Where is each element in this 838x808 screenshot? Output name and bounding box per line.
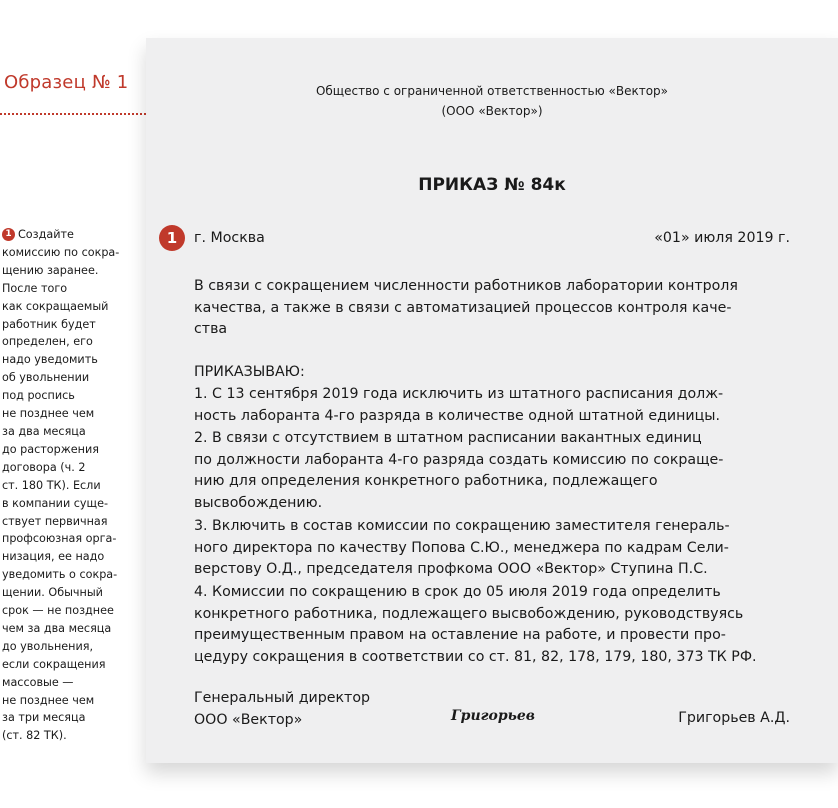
signature: Григорьев (451, 708, 535, 724)
order-title: ПРИКАЗ № 84к (418, 175, 566, 195)
order-item-4: 4. Комиссии по сокращению в срок до 05 июля 2019 года определить конкретного работника, подлежащего высвобождению, руководствуясь преимущественным правом на оставление на работе, и провести про- цедуру сокращения в соответствии со ст. 81, 82, 178, 179, 180, 373 ТК РФ. (194, 584, 757, 665)
sample-title: Образец № 1 (4, 72, 129, 93)
note-number-badge: 1 (2, 228, 15, 241)
city: г. Москва (194, 230, 265, 246)
order-item-1: 1. С 13 сентября 2019 года исключить из штатного расписания долж- ность лаборанта 4-го разряда в количестве одной штатной единицы. (194, 386, 724, 424)
signer-position: Генеральный директор ООО «Вектор» (194, 690, 371, 728)
order-word: ПРИКАЗЫВАЮ: (194, 364, 305, 380)
organization-short-name: (ООО «Вектор») (441, 104, 543, 118)
side-note-text: Создайте комиссию по сокра- щению заранее. После того как сокращаемый работник будет определен, его надо уведомить об увольнении под роспись не позднее чем за два месяца до расторжения договора (ч. 2 ст. 180 ТК). Если в компании суще- ствует первичная профсоюзная орга- низация, ее надо уведомить о сокра- щении. Обычный срок — не позднее чем за два месяца до увольнения, если сокращения массовые — не позднее чем за три месяца (ст. 82 ТК). (2, 228, 120, 743)
dotted-divider (0, 113, 146, 115)
side-note (2, 226, 144, 745)
signer-name: Григорьев А.Д. (678, 710, 790, 726)
order-item-2: 2. В связи с отсутствием в штатном расписании вакантных единиц по должности лаборанта 4-го разряда создать комиссию по сокраще- нию для определения конкретного работника, подлежащего высвобождению. (194, 430, 724, 511)
organization-name: Общество с ограниченной ответственностью «Вектор» (315, 84, 669, 98)
order-date: «01» июля 2019 г. (654, 230, 790, 246)
preamble: В связи с сокращением численности работников лаборатории контроля качества, а также в связи с автоматизацией процессов контроля каче- ства (194, 278, 738, 338)
order-item-3: 3. Включить в состав комиссии по сокращению заместителя генераль- ного директора по качеству Попова С.Ю., менеджера по кадрам Сели- верстову О.Д., председателя профкома ООО «Вектор» Ступина П.С. (194, 518, 730, 578)
marker-badge: 1 (159, 225, 185, 251)
